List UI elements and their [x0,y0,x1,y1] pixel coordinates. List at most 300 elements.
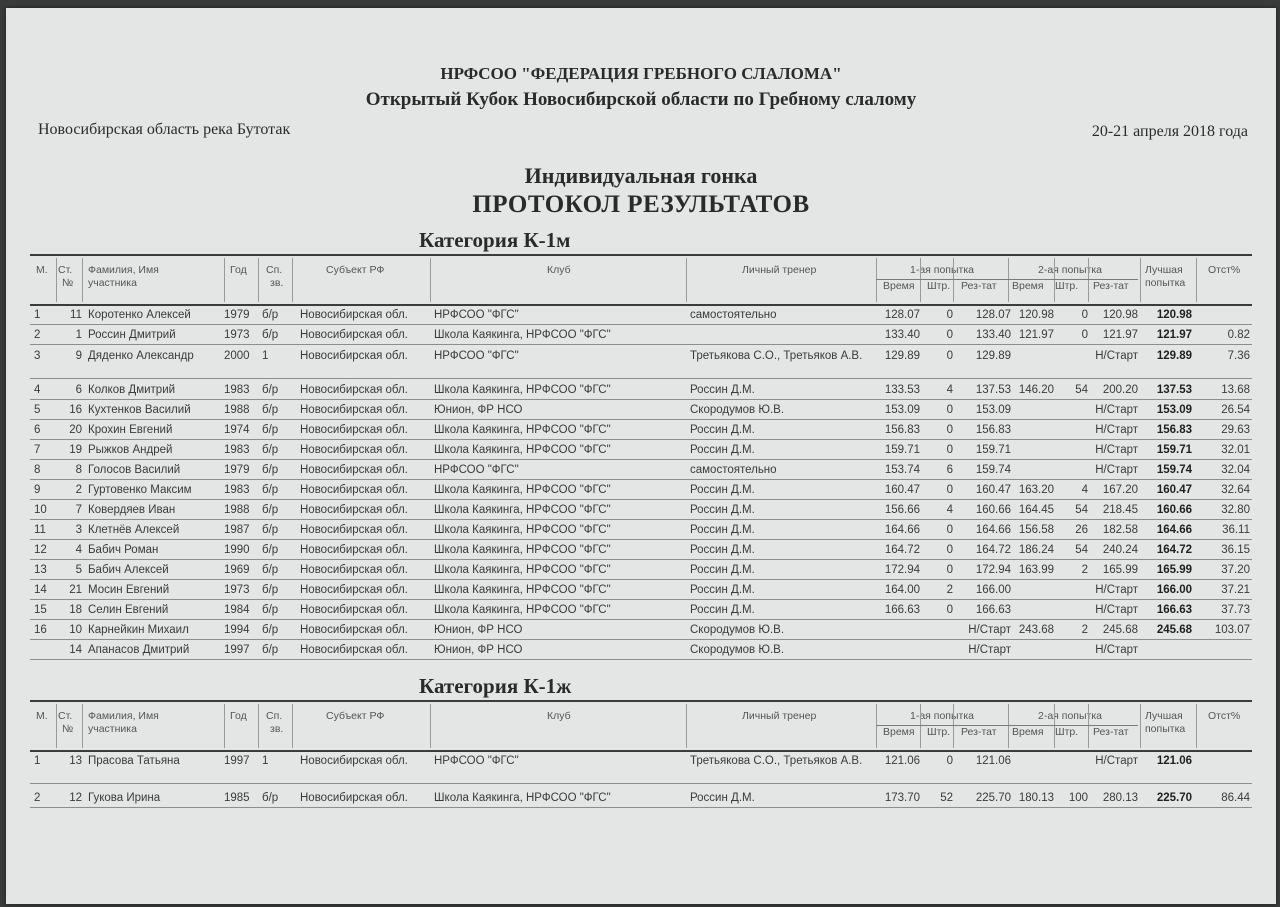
cell-coach: самостоятельно [690,464,777,476]
cell-year: 1969 [224,564,250,576]
column-header-name1: Фамилия, Имя [88,264,159,276]
cell-coach: Третьякова С.О., Третьяков А.В. [690,350,863,362]
column-header-name2: участника [88,277,137,289]
cell-p1: 0 [946,350,953,362]
table-row [30,751,1252,784]
cell-r2: 240.24 [1102,544,1138,556]
column-header-pen: Штр. [1055,280,1079,292]
cell-r2: 245.68 [1102,624,1138,636]
cell-club: Школа Каякинга, НРФСОО "ФГС" [434,484,611,496]
column-header-st: Ст. [58,264,73,276]
cell-bib: 14 [69,644,82,656]
cell-region: Новосибирская обл. [300,604,408,616]
cell-gap: 37.20 [1221,564,1250,576]
cell-r2: 280.13 [1102,792,1138,804]
cell-r1: 159.74 [975,464,1011,476]
cell-gap: 29.63 [1221,424,1250,436]
column-header-run2: 2-ая попытка [1038,264,1103,276]
cell-year: 1988 [224,504,250,516]
cell-club: НРФСОО "ФГС" [434,309,519,321]
cell-place: 13 [34,564,47,576]
cell-t1: 160.47 [884,484,920,496]
cell-place: 14 [34,584,47,596]
cell-p2: 100 [1068,792,1088,804]
header-divider [1008,704,1009,748]
cell-gap: 103.07 [1214,624,1250,636]
cell-coach: Россин Д.М. [690,424,755,436]
column-header-club: Клуб [547,710,571,722]
category-title-k1m: Категория К-1м [419,228,571,252]
cell-r2: 200.20 [1102,384,1138,396]
cell-name: Ковердяев Иван [88,504,176,516]
column-header-best1: Лучшая [1145,710,1183,722]
cell-club: Школа Каякинга, НРФСОО "ФГС" [434,384,611,396]
cell-r1: 137.53 [975,384,1011,396]
cell-place: 11 [34,524,46,536]
cell-club: НРФСОО "ФГС" [434,755,519,767]
cell-p2: 4 [1081,484,1088,496]
cell-year: 1973 [224,329,250,341]
header-divider [292,704,293,748]
cell-place: 5 [34,404,41,416]
cell-t2: 120.98 [1018,309,1054,321]
cell-coach: Россин Д.М. [690,604,755,616]
header-divider [82,258,83,302]
cell-club: Школа Каякинга, НРФСОО "ФГС" [434,584,611,596]
cell-gap: 37.21 [1221,584,1250,596]
organizer-title: НРФСОО "ФЕДЕРАЦИЯ ГРЕБНОГО СЛАЛОМА" [440,64,842,83]
table-row [30,580,1252,600]
cell-name: Рыжков Андрей [88,444,173,456]
cell-gap: 13.68 [1221,384,1250,396]
cell-p1: 0 [946,424,953,436]
cell-t2: 163.20 [1018,484,1054,496]
cell-r1: 160.47 [975,484,1011,496]
cell-rank: б/р [262,792,279,804]
cell-region: Новосибирская обл. [300,792,408,804]
column-header-gap: Отст% [1208,710,1241,722]
cell-t2: 121.97 [1018,329,1054,341]
cell-club: НРФСОО "ФГС" [434,350,519,362]
cell-p2: 54 [1075,544,1088,556]
cell-p1: 52 [940,792,953,804]
event-title: Открытый Кубок Новосибирской области по Гребному слалому [365,89,917,110]
cell-bib: 19 [69,444,82,456]
cell-t1: 172.94 [884,564,920,576]
column-header-coach: Личный тренер [742,710,817,722]
cell-club: Школа Каякинга, НРФСОО "ФГС" [434,544,611,556]
protocol-sheet [6,8,1276,904]
cell-region: Новосибирская обл. [300,504,408,516]
table-top-rule [30,700,1252,702]
cell-p1: 0 [946,444,953,456]
table-row [30,640,1252,660]
cell-t1: 133.40 [884,329,920,341]
cell-r2: Н/Старт [1095,444,1138,456]
cell-t1: 121.06 [884,755,920,767]
header-divider [56,258,57,302]
table-row [30,440,1252,460]
column-header-res: Рез-тат [1093,280,1129,292]
cell-name: Россин Дмитрий [88,329,176,341]
cell-place: 12 [34,544,47,556]
header-divider [1054,258,1055,302]
cell-bib: 2 [75,484,82,496]
cell-r2: 167.20 [1102,484,1138,496]
cell-t2: 164.45 [1018,504,1054,516]
cell-r1: 159.71 [975,444,1011,456]
cell-coach: Россин Д.М. [690,564,755,576]
column-header-best1: Лучшая [1145,264,1183,276]
cell-r1: 172.94 [975,564,1011,576]
cell-rank: б/р [262,544,279,556]
cell-name: Дяденко Александр [88,350,194,362]
cell-coach: Скородумов Ю.В. [690,404,785,416]
column-header-pen: Штр. [1055,726,1079,738]
cell-p2: 0 [1081,309,1088,321]
table-row [30,500,1252,520]
column-header-m: М. [36,710,48,722]
cell-rank: б/р [262,444,279,456]
table-row [30,400,1252,420]
cell-r1: 160.66 [975,504,1011,516]
cell-club: Школа Каякинга, НРФСОО "ФГС" [434,604,611,616]
column-header-year: Год [230,710,247,722]
cell-p2: 2 [1081,624,1088,636]
column-header-rank1: Сп. [266,264,283,276]
cell-r1: Н/Старт [968,624,1011,636]
cell-p1: 0 [946,524,953,536]
cell-region: Новосибирская обл. [300,584,408,596]
cell-r2: Н/Старт [1095,404,1138,416]
cell-r2: Н/Старт [1095,755,1138,767]
cell-t2: 180.13 [1018,792,1054,804]
header-divider [686,258,687,302]
cell-p1: 0 [946,604,953,616]
cell-best: 129.89 [1156,350,1192,362]
cell-t2: 146.20 [1018,384,1054,396]
cell-bib: 18 [69,604,82,616]
cell-best: 160.47 [1156,484,1192,496]
cell-place: 3 [34,350,41,362]
column-header-best2: попытка [1145,277,1186,289]
cell-r1: 166.63 [975,604,1011,616]
cell-club: Юнион, ФР НСО [434,624,523,636]
cell-year: 1979 [224,464,250,476]
cell-p1: 6 [946,464,953,476]
cell-year: 1983 [224,384,250,396]
cell-bib: 5 [75,564,82,576]
cell-r2: Н/Старт [1095,644,1138,656]
cell-name: Колков Дмитрий [88,384,176,396]
cell-best: 164.72 [1156,544,1192,556]
header-divider [1088,258,1089,302]
table-row [30,346,1252,379]
cell-rank: б/р [262,524,279,536]
cell-name: Гукова Ирина [88,792,161,804]
cell-gap: 32.80 [1221,504,1250,516]
cell-bib: 10 [69,624,82,636]
cell-bib: 11 [70,309,82,321]
header-subrule [876,279,1138,280]
cell-coach: Россин Д.М. [690,524,755,536]
cell-t1: 164.00 [884,584,920,596]
cell-t2: 186.24 [1018,544,1054,556]
cell-rank: 1 [262,755,269,767]
header-divider [430,704,431,748]
cell-bib: 3 [75,524,82,536]
cell-region: Новосибирская обл. [300,564,408,576]
column-header-time: Время [883,280,915,292]
column-header-res: Рез-тат [961,280,997,292]
cell-name: Крохин Евгений [88,424,173,436]
column-header-num: № [62,277,74,289]
cell-p2: 54 [1075,384,1088,396]
cell-p1: 0 [946,404,953,416]
column-header-run1: 1-ая попытка [910,264,975,276]
header-divider [292,258,293,302]
column-header-region: Субъект РФ [326,710,385,722]
cell-coach: Россин Д.М. [690,792,755,804]
cell-name: Голосов Василий [88,464,181,476]
cell-best: 225.70 [1156,792,1192,804]
header-divider [920,258,921,302]
cell-name: Селин Евгений [88,604,169,616]
cell-bib: 20 [69,424,82,436]
column-header-rank2: зв. [270,277,284,289]
cell-region: Новосибирская обл. [300,484,408,496]
cell-year: 1979 [224,309,250,321]
cell-year: 1997 [224,755,250,767]
column-header-time: Время [1012,280,1044,292]
cell-p1: 0 [946,564,953,576]
column-header-name1: Фамилия, Имя [88,710,159,722]
cell-coach: Россин Д.М. [690,584,755,596]
cell-t1: 156.66 [884,504,920,516]
cell-year: 1985 [224,792,250,804]
cell-t1: 159.71 [884,444,920,456]
cell-best: 121.06 [1156,755,1192,767]
header-divider [258,258,259,302]
cell-t1: 129.89 [884,350,920,362]
cell-club: Школа Каякинга, НРФСОО "ФГС" [434,524,611,536]
table-row [30,305,1252,325]
cell-best: 245.68 [1156,624,1192,636]
cell-gap: 26.54 [1221,404,1250,416]
cell-r2: Н/Старт [1095,424,1138,436]
header-divider [876,704,877,748]
cell-rank: б/р [262,564,279,576]
cell-p2: 2 [1081,564,1088,576]
cell-r1: 164.66 [975,524,1011,536]
cell-best: 166.00 [1156,584,1192,596]
cell-rank: б/р [262,504,279,516]
column-header-coach: Личный тренер [742,264,817,276]
column-header-year: Год [230,264,247,276]
column-header-name2: участника [88,723,137,735]
cell-name: Апанасов Дмитрий [88,644,190,656]
cell-name: Клетнёв Алексей [88,524,180,536]
header-divider [1196,704,1197,748]
cell-place: 10 [34,504,47,516]
header-divider [1088,704,1089,748]
table-row [30,480,1252,500]
cell-rank: б/р [262,464,279,476]
cell-place: 1 [34,309,41,321]
cell-club: Школа Каякинга, НРФСОО "ФГС" [434,444,611,456]
cell-bib: 13 [69,755,82,767]
cell-gap: 7.36 [1227,350,1250,362]
column-header-pen: Штр. [927,726,951,738]
cell-year: 1983 [224,484,250,496]
cell-region: Новосибирская обл. [300,424,408,436]
cell-r1: 129.89 [975,350,1011,362]
cell-r1: 133.40 [975,329,1011,341]
column-header-run1: 1-ая попытка [910,710,975,722]
cell-bib: 21 [69,584,82,596]
header-divider [1140,704,1141,748]
cell-region: Новосибирская обл. [300,524,408,536]
cell-rank: 1 [262,350,269,362]
cell-club: Школа Каякинга, НРФСОО "ФГС" [434,329,611,341]
column-header-res: Рез-тат [1093,726,1129,738]
cell-p2: 26 [1075,524,1088,536]
table-row [30,560,1252,580]
cell-t1: 153.74 [884,464,920,476]
cell-gap: 32.01 [1221,444,1250,456]
table-row [30,420,1252,440]
cell-coach: Третьякова С.О., Третьяков А.В. [690,755,863,767]
cell-best: 166.63 [1156,604,1192,616]
cell-coach: Россин Д.М. [690,384,755,396]
cell-p1: 4 [946,504,953,516]
cell-r1: 121.06 [975,755,1011,767]
header-divider [258,704,259,748]
cell-rank: б/р [262,329,279,341]
cell-bib: 16 [69,404,82,416]
cell-p1: 4 [946,384,953,396]
cell-region: Новосибирская обл. [300,464,408,476]
header-divider [920,704,921,748]
cell-r2: 121.97 [1102,329,1138,341]
table-top-rule [30,254,1252,256]
cell-coach: Скородумов Ю.В. [690,644,785,656]
cell-year: 2000 [224,350,250,362]
cell-best: 160.66 [1156,504,1192,516]
cell-place: 2 [34,792,41,804]
category-title-k1w: Категория К-1ж [419,674,572,698]
cell-place: 8 [34,464,41,476]
cell-region: Новосибирская обл. [300,329,408,341]
cell-place: 2 [34,329,41,341]
cell-name: Кухтенков Василий [88,404,191,416]
cell-t2: 156.58 [1018,524,1054,536]
cell-name: Мосин Евгений [88,584,170,596]
column-header-st: Ст. [58,710,73,722]
cell-gap: 86.44 [1221,792,1250,804]
header-divider [1054,704,1055,748]
cell-r1: 153.09 [975,404,1011,416]
header-divider [56,704,57,748]
cell-year: 1984 [224,604,250,616]
cell-rank: б/р [262,484,279,496]
cell-r1: 166.00 [975,584,1011,596]
header-divider [876,258,877,302]
cell-year: 1974 [224,424,250,436]
column-header-res: Рез-тат [961,726,997,738]
cell-region: Новосибирская обл. [300,644,408,656]
cell-r2: Н/Старт [1095,350,1138,362]
cell-place: 15 [34,604,47,616]
cell-t1: 164.72 [884,544,920,556]
cell-coach: Скородумов Ю.В. [690,624,785,636]
cell-name: Карнейкин Михаил [88,624,189,636]
header-divider [1196,258,1197,302]
header-divider [224,258,225,302]
column-header-rank1: Сп. [266,710,283,722]
header-divider [953,258,954,302]
cell-r2: 165.99 [1102,564,1138,576]
column-header-gap: Отст% [1208,264,1241,276]
cell-coach: Россин Д.М. [690,484,755,496]
cell-best: 165.99 [1156,564,1192,576]
cell-place: 4 [34,384,41,396]
cell-year: 1983 [224,444,250,456]
cell-bib: 7 [75,504,82,516]
cell-p1: 0 [946,329,953,341]
cell-rank: б/р [262,644,279,656]
table-row [30,600,1252,620]
cell-best: 159.74 [1156,464,1192,476]
column-header-region: Субъект РФ [326,264,385,276]
cell-p2: 0 [1081,329,1088,341]
cell-club: Юнион, ФР НСО [434,644,523,656]
cell-p1: 2 [946,584,953,596]
cell-place: 16 [34,624,47,636]
cell-rank: б/р [262,604,279,616]
column-header-num: № [62,723,74,735]
header-divider [953,704,954,748]
cell-gap: 32.04 [1221,464,1250,476]
cell-bib: 6 [75,384,82,396]
cell-rank: б/р [262,584,279,596]
cell-club: Школа Каякинга, НРФСОО "ФГС" [434,424,611,436]
cell-gap: 32.64 [1221,484,1250,496]
cell-region: Новосибирская обл. [300,309,408,321]
column-header-club: Клуб [547,264,571,276]
cell-p1: 0 [946,544,953,556]
cell-club: Юнион, ФР НСО [434,404,523,416]
cell-club: НРФСОО "ФГС" [434,464,519,476]
cell-year: 1973 [224,584,250,596]
cell-region: Новосибирская обл. [300,404,408,416]
cell-gap: 0.82 [1227,329,1250,341]
header-divider [1140,258,1141,302]
cell-gap: 37.73 [1221,604,1250,616]
table-row [30,325,1252,345]
cell-r1: 164.72 [975,544,1011,556]
cell-r1: 128.07 [975,309,1011,321]
cell-r2: 120.98 [1102,309,1138,321]
cell-name: Прасова Татьяна [88,755,180,767]
event-dates: 20-21 апреля 2018 года [1091,123,1248,140]
cell-r2: 218.45 [1102,504,1138,516]
column-header-time: Время [883,726,915,738]
cell-best: 153.09 [1156,404,1192,416]
header-divider [1008,258,1009,302]
cell-r2: Н/Старт [1095,464,1138,476]
cell-place: 1 [34,755,41,767]
